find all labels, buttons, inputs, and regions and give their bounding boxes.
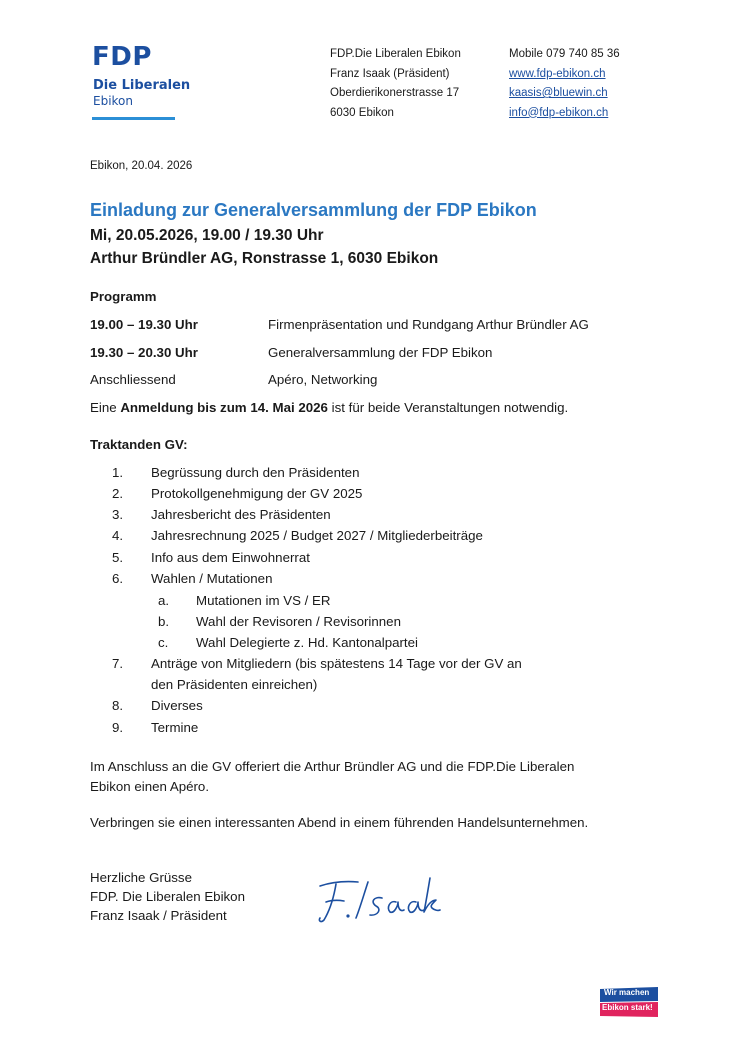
traktandum-num: 9. (112, 720, 124, 735)
header-address (330, 45, 461, 123)
programm-time-3: Anschliessend (90, 372, 176, 387)
sub-traktandum-num: c. (158, 635, 169, 650)
programm-time-1: 19.00 – 19.30 Uhr (90, 317, 198, 332)
web-link[interactable]: www.fdp-ebikon.ch (509, 67, 606, 80)
traktandum-num: 3. (112, 507, 124, 522)
traktandum-text-cont: den Präsidenten einreichen) (151, 677, 318, 692)
logo-brand: FDP (92, 42, 152, 72)
traktandum-num: 5. (112, 550, 124, 565)
event-datetime: Mi, 20.05.2026, 19.00 / 19.30 Uhr (90, 227, 324, 244)
header-city: 6030 Ebikon (330, 106, 394, 119)
badge-line-1: Wir machen (604, 988, 650, 997)
programm-heading: Programm (90, 289, 157, 304)
traktandum-num: 8. (112, 698, 124, 713)
traktandum-text: Wahlen / Mutationen (151, 571, 273, 586)
anmeldung-post: ist für beide Veranstaltungen notwendig. (327, 400, 569, 415)
traktandum-num: 2. (112, 486, 124, 501)
sub-traktandum-num: a. (158, 593, 170, 608)
anmeldung-deadline: Anmeldung bis zum 14. Mai 2026 (120, 400, 328, 415)
header-street: Oberdierikonerstrasse 17 (330, 87, 460, 99)
letter-date: Ebikon, 20.04. 2026 (90, 160, 193, 172)
event-location: Arthur Bründler AG, Ronstrasse 1, 6030 Ebikon (90, 250, 439, 267)
sub-traktandum-text: Wahl der Revisoren / Revisorinnen (196, 614, 401, 629)
programm-desc-3: Apéro, Networking (268, 372, 378, 387)
traktandum-text: Termine (151, 720, 199, 735)
closing-paragraph-1a: Im Anschluss an die GV offeriert die Arthur Bründler AG und die FDP.Die Liberalen (90, 759, 575, 774)
greeting-line-1: Herzliche Grüsse (90, 870, 192, 885)
programm-time-2: 19.30 – 20.30 Uhr (90, 345, 198, 360)
sub-traktandum-num: b. (158, 614, 170, 629)
email-link-1[interactable]: kaasis@bluewin.ch (509, 87, 608, 99)
header-contact (509, 45, 620, 123)
letter-title: Einladung zur Generalversammlung der FDP Ebikon (90, 200, 537, 220)
traktandum-text: Diverses (151, 698, 203, 713)
traktandum-num: 4. (112, 528, 124, 543)
anmeldung-pre: Eine (90, 400, 121, 415)
slogan-badge (598, 986, 660, 1018)
sub-traktandum-text: Mutationen im VS / ER (196, 593, 331, 608)
traktandum-text: Anträge von Mitgliedern (bis spätestens 14 Tage vor der GV an (151, 656, 522, 671)
badge-line-2: Ebikon stark! (602, 1003, 653, 1012)
traktandum-text: Protokollgenehmigung der GV 2025 (151, 486, 363, 501)
traktandum-num: 7. (112, 656, 124, 671)
greeting-line-3: Franz Isaak / Präsident (90, 908, 227, 923)
logo-line2: Ebikon (93, 94, 134, 108)
logo-underline (92, 117, 175, 120)
programm-desc-1: Firmenpräsentation und Rundgang Arthur Bründler AG (268, 317, 589, 332)
closing-paragraph-1b: Ebikon einen Apéro. (90, 779, 210, 794)
closing-paragraph-2: Verbringen sie einen interessanten Abend in einem führenden Handelsunternehmen. (90, 815, 589, 830)
traktandum-text: Jahresbericht des Präsidenten (151, 507, 331, 522)
header-org: FDP.Die Liberalen Ebikon (330, 48, 461, 60)
anmeldung-notice (90, 400, 568, 415)
email-link-2[interactable]: info@fdp-ebikon.ch (509, 106, 609, 119)
traktandum-text: Info aus dem Einwohnerrat (151, 550, 310, 565)
header-mobile: Mobile 079 740 85 36 (509, 48, 620, 60)
traktandum-num: 1. (112, 465, 124, 480)
sub-traktandum-text: Wahl Delegierte z. Hd. Kantonalpartei (196, 635, 418, 650)
traktanden-heading: Traktanden GV: (90, 437, 188, 452)
header-person: Franz Isaak (Präsident) (330, 67, 450, 80)
traktandum-text: Jahresrechnung 2025 / Budget 2027 / Mitgliederbeiträge (151, 528, 483, 543)
programm-desc-2: Generalversammlung der FDP Ebikon (268, 345, 493, 360)
traktandum-text: Begrüssung durch den Präsidenten (151, 465, 360, 480)
greeting-line-2: FDP. Die Liberalen Ebikon (90, 889, 245, 904)
traktandum-num: 6. (112, 571, 124, 586)
logo-line1: Die Liberalen (93, 78, 191, 93)
signature (312, 876, 442, 926)
